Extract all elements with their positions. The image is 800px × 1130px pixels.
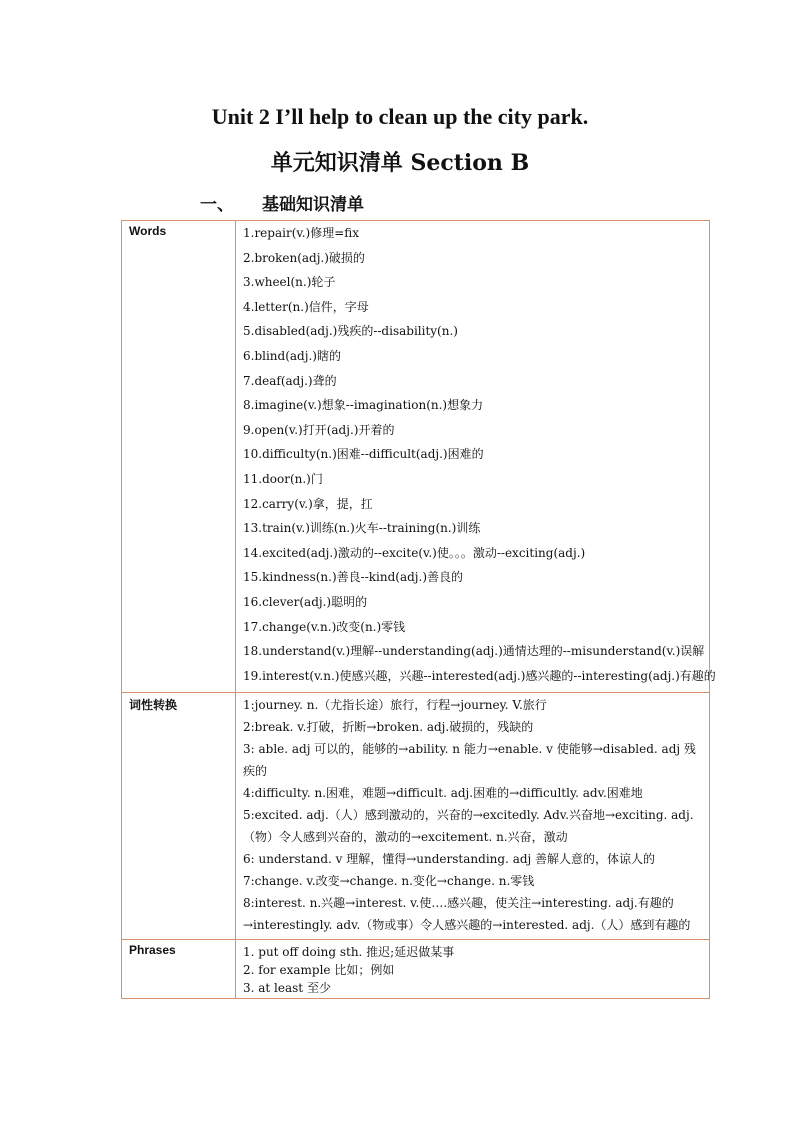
- list-item: 8.imagine(v.)想象--imagination(n.)想象力: [243, 398, 484, 413]
- word-forms-label: 词性转换: [122, 693, 236, 940]
- page-title: Unit 2 I’ll help to clean up the city park.: [211, 104, 589, 129]
- list-item: 14.excited(adj.)激动的--excite(v.)使。。。激动--exciting(adj.): [243, 545, 586, 560]
- list-item: 2. for example 比如；例如: [243, 963, 395, 978]
- list-item: 1.repair(v.)修理=fix: [243, 226, 360, 240]
- table-row-phrases: [122, 940, 710, 999]
- list-item: 6.blind(adj.)瞎的: [243, 348, 341, 363]
- page-subtitle: 单元知识清单 Section B: [270, 150, 530, 176]
- list-item: 2.broken(adj.)破损的: [243, 250, 365, 265]
- list-item: 15.kindness(n.)善良--kind(adj.)善良的: [243, 570, 464, 585]
- list-item: 4:difficulty. n.困难，难题→difficult. adj.困难的→difficultly. adv.困难地: [243, 786, 643, 801]
- table-row-word-forms: [122, 693, 710, 940]
- list-item: 1. put off doing sth. 推迟;延迟做某事: [243, 945, 455, 960]
- list-item: 3.wheel(n.)轮子: [243, 275, 336, 290]
- section-title: 基础知识清单: [262, 195, 364, 215]
- knowledge-table: [121, 220, 716, 999]
- list-item: 11.door(n.)门: [243, 471, 323, 486]
- list-item: 3. at least 至少: [243, 981, 331, 996]
- list-item: 6: understand. v 理解，懂得→understanding. adj 善解人意的，体谅人的: [243, 852, 656, 867]
- list-item: 18.understand(v.)理解--understanding(adj.)通情达理的--misunderstand(v.)误解: [243, 644, 705, 659]
- list-item: 13.train(v.)训练(n.)火车--training(n.)训练: [243, 521, 481, 536]
- words-label: Words: [122, 221, 236, 693]
- list-item: 16.clever(adj.)聪明的: [243, 594, 368, 609]
- list-item: 5:excited. adj.（人）感到激动的，兴奋的→excitedly. Adv.兴奋地→exciting. adj.（物）令人感到兴奋的，激动的→excitement. n.兴奋，激动: [243, 808, 694, 845]
- list-item: 10.difficulty(n.)困难--difficult(adj.)困难的: [243, 447, 484, 462]
- list-item: 1:journey. n.（尤指长途）旅行，行程→journey. V.旅行: [243, 698, 547, 713]
- list-item: 4.letter(n.)信件，字母: [243, 299, 369, 314]
- section-heading: [200, 190, 364, 215]
- section-number: 一、: [200, 195, 234, 215]
- list-item: 9.open(v.)打开(adj.)开着的: [243, 422, 395, 437]
- list-item: 17.change(v.n.)改变(n.)零钱: [243, 619, 406, 634]
- list-item: 5.disabled(adj.)残疾的--disability(n.): [243, 324, 458, 339]
- list-item: 19.interest(v.n.)使感兴趣，兴趣--interested(adj.)感兴趣的--interesting(adj.)有趣的: [243, 668, 716, 683]
- table-row-words: [122, 221, 710, 693]
- list-item: 12.carry(v.)拿，提，扛: [243, 496, 373, 511]
- words-cell: [236, 221, 716, 693]
- list-item: 2:break. v.打破，折断→broken. adj.破损的，残缺的: [243, 720, 534, 735]
- phrases-label: Phrases: [122, 940, 236, 999]
- list-item: 8:interest. n.兴趣→interest. v.使….感兴趣，使关注→interesting. adj.有趣的→interestingly. adv.（物或事）令人感兴趣的→interested. adj.（人）感到有趣的: [243, 896, 691, 933]
- phrases-cell: [236, 940, 710, 999]
- list-item: 7.deaf(adj.)聋的: [243, 373, 337, 388]
- list-item: 3: able. adj 可以的，能够的→ability. n 能力→enable. v 使能够→disabled. adj 残疾的: [243, 742, 696, 779]
- list-item: 7:change. v.改变→change. n.变化→change. n.零钱: [243, 874, 535, 889]
- word-forms-cell: [236, 693, 710, 940]
